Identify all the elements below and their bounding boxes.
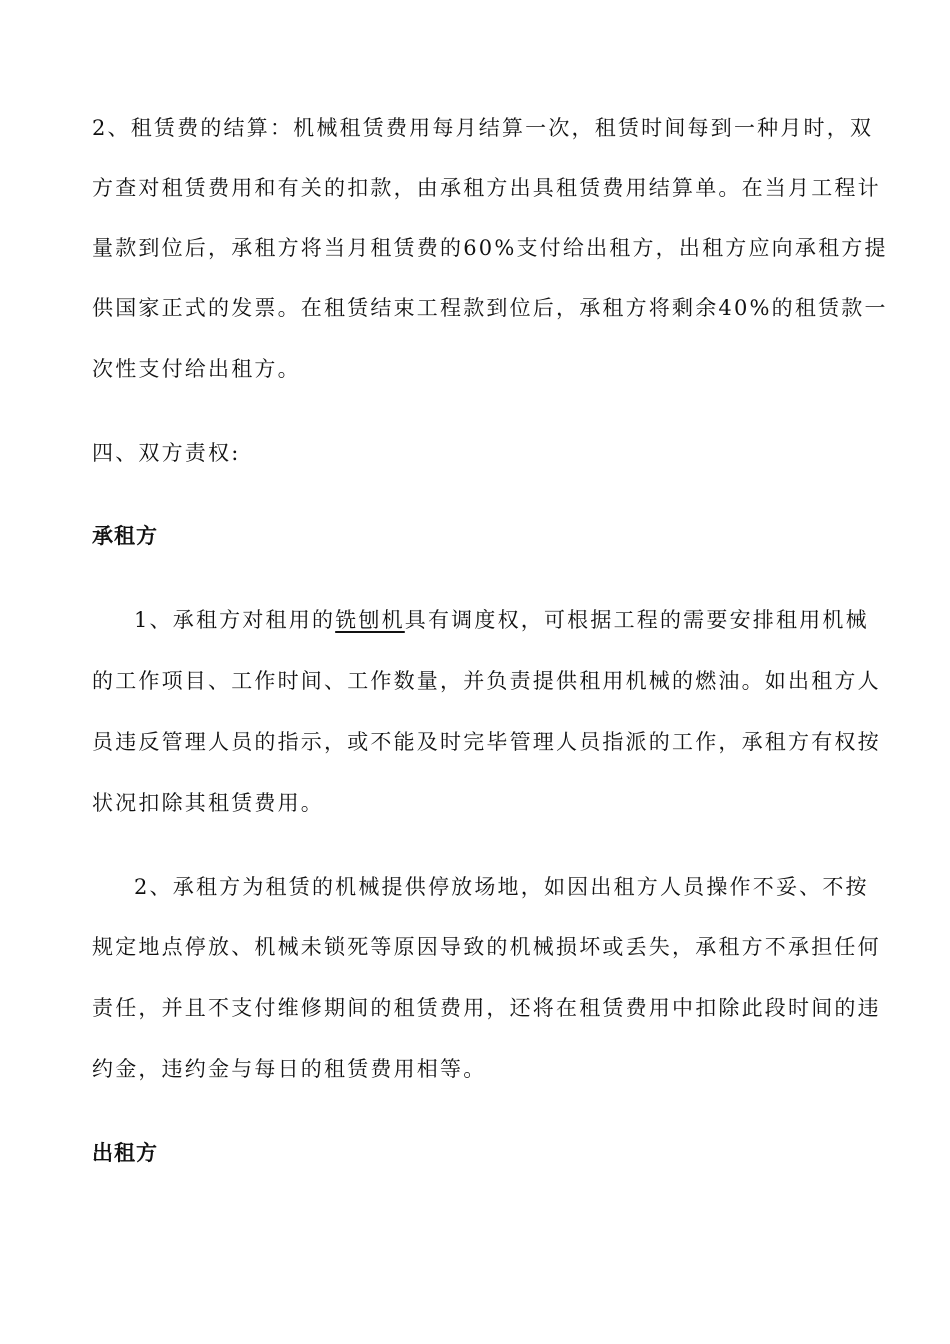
lessee-item1-line-2: 的工作项目、工作时间、工作数量，并负责提供租用机械的燃油。如出租方人 — [92, 669, 881, 693]
lessee-item2-line-1: 2、承租方为租赁的机械提供停放场地，如因出租方人员操作不妥、不按 — [134, 875, 869, 899]
lessee-item1-line-1 — [134, 606, 869, 634]
lessor-heading: 出租方 — [92, 1141, 158, 1165]
lessee-item2-line-4: 约金，违约金与每日的租赁费用相等。 — [92, 1057, 487, 1081]
payment-line-5: 次性支付给出租方。 — [92, 357, 301, 381]
section-four-title: 四、双方责权: — [92, 441, 241, 465]
lessee-item2-line-3: 责任，并且不支付维修期间的租赁费用，还将在租赁费用中扣除此段时间的违 — [92, 996, 881, 1020]
payment-line-3: 量款到位后，承租方将当月租赁费的60%支付给出租方，出租方应向承租方提 — [92, 236, 888, 260]
lessee-item1-line-3: 员违反管理人员的指示，或不能及时完毕管理人员指派的工作，承租方有权按 — [92, 730, 881, 754]
payment-line-2: 方查对租赁费用和有关的扣款，由承租方出具租赁费用结算单。在当月工程计 — [92, 176, 881, 200]
lessee-item2-line-2: 规定地点停放、机械未锁死等原因导致的机械损坏或丢失，承租方不承担任何 — [92, 935, 881, 959]
lessee-item1-prefix: 1、承租方对租用的 — [134, 608, 336, 632]
payment-line-4: 供国家正式的发票。在租赁结束工程款到位后，承租方将剩余40%的租赁款一 — [92, 296, 888, 320]
payment-line-1: 2、租赁费的结算：机械租赁费用每月结算一次，租赁时间每到一种月时，双 — [92, 116, 874, 140]
lessee-heading: 承租方 — [92, 524, 158, 548]
lessee-item1-suffix: 具有调度权，可根据工程的需要安排租用机械 — [404, 608, 869, 632]
milling-machine-link[interactable]: 铣刨机 — [335, 608, 405, 632]
lessee-item1-line-4: 状况扣除其租赁费用。 — [92, 791, 324, 815]
